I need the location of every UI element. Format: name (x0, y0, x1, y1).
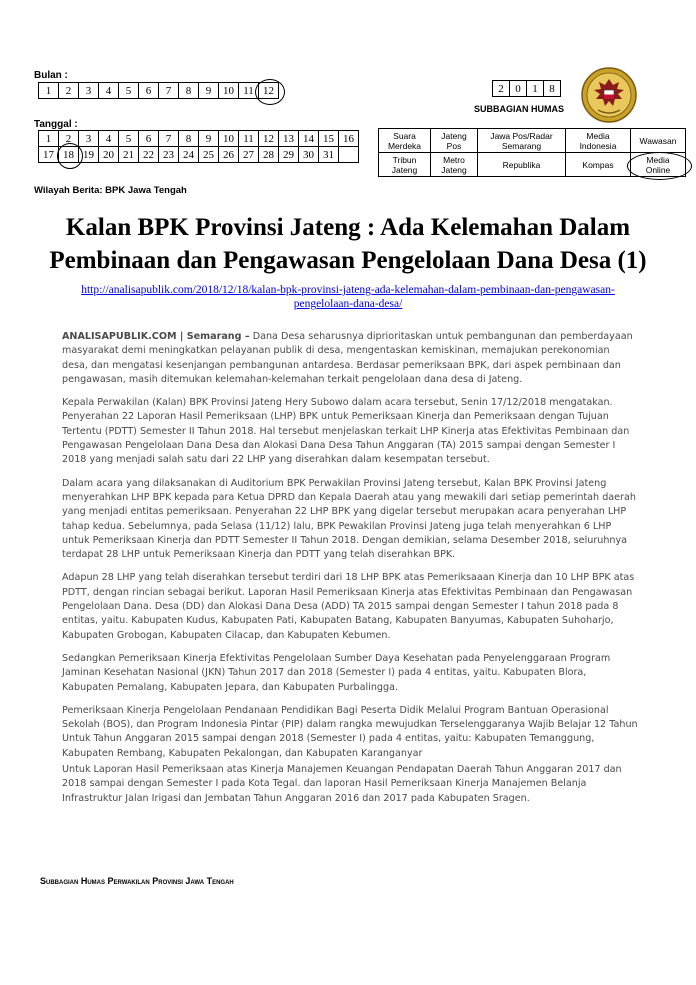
source-link[interactable] (30, 283, 666, 311)
unit-label: SUBBAGIAN HUMAS (474, 104, 564, 114)
media-cell: Tribun Jateng (379, 153, 431, 177)
day-cell: 22 (139, 147, 159, 163)
day-cell: 12 (259, 131, 279, 147)
day-grid (38, 130, 359, 163)
month-cell: 1 (39, 83, 59, 99)
article-title (20, 211, 676, 277)
year-grid (492, 80, 561, 97)
day-cell: 15 (319, 131, 339, 147)
day-cell: 7 (159, 131, 179, 147)
url-line-1[interactable]: http://analisapublik.com/2018/12/18/kalan-bpk-provinsi-jateng-ada-kelemahan-dalam-pembinaan-dan-pengawasan- (81, 284, 615, 296)
day-cell: 13 (279, 131, 299, 147)
media-cell: Jawa Pos/Radar Semarang (478, 129, 566, 153)
day-cell: 6 (139, 131, 159, 147)
media-cell: Jateng Pos (431, 129, 478, 153)
day-cell: 8 (179, 131, 199, 147)
media-cell: Metro Jateng (431, 153, 478, 177)
paragraph-6: Pemeriksaan Kinerja Pengelolaan Pendanaan Pendidikan Bagi Peserta Didik Melalui Program Bantuan Operasional Sekolah (BOS), dan Program Indonesia Pintar (PIP) dalam rangka mewujudkan Terselenggaranya Wajib Belajar 12 Tahun Untuk Tahun Anggaran 2015 sampai dengan 2018 (Semester I) pada 4 entitas, yaitu: Kabupaten Temanggung, Kabupaten Rembang, Kabupaten Pekalongan, dan Kabupaten Karanganyar (62, 704, 638, 759)
day-cell: 28 (259, 147, 279, 163)
day-cell: 29 (279, 147, 299, 163)
year-digit-cell: 8 (544, 81, 561, 97)
tanggal-label: Tanggal : (34, 119, 78, 130)
day-cell: 19 (79, 147, 99, 163)
paragraph-4: Adapun 28 LHP yang telah diserahkan tersebut terdiri dari 18 LHP BPK atas Pemeriksaaan Kinerja dan 10 LHP BPK atas PDTT, dengan rincian sebagai berikut. Laporan Hasil Pemeriksaan Kinerja atas Efektivitas Pembinaan dan Pengawasan Pengelolaan Dana. Desa (DD) dan Alokasi Dana Desa (ADD) TA 2015 sampai dengan Semester I tahun 2018 pada 8 entitas, yaitu. Kabupaten Kudus, Kabupaten Pati, Kabupaten Batang, Kabupaten Banyumas, Kabupaten Suhoharjo, Kabupaten Grobogan, Kabupaten Cilacap, dan Kabupaten Kebumen. (62, 572, 635, 641)
day-cell: 14 (299, 131, 319, 147)
day-cell (339, 147, 359, 163)
day-cell: 10 (219, 131, 239, 147)
day-cell: 11 (239, 131, 259, 147)
day-cell: 31 (319, 147, 339, 163)
day-cell: 24 (179, 147, 199, 163)
day-cell: 27 (239, 147, 259, 163)
day-cell: 21 (119, 147, 139, 163)
media-cell: Media Indonesia (566, 129, 631, 153)
media-cell: Suara Merdeka (379, 129, 431, 153)
year-digit-cell: 0 (510, 81, 527, 97)
day-cell: 26 (219, 147, 239, 163)
url-line-2[interactable]: pengelolaan-dana-desa/ (293, 298, 403, 310)
media-grid (378, 128, 686, 177)
month-cell: 3 (79, 83, 99, 99)
month-cell: 11 (239, 83, 259, 99)
day-cell: 20 (99, 147, 119, 163)
day-cell: 1 (39, 131, 59, 147)
title-line-2: Pembinaan dan Pengawasan Pengelolaan Dana Desa (1) (49, 247, 647, 274)
media-cell: Wawasan (631, 129, 686, 153)
day-cell: 16 (339, 131, 359, 147)
year-digit-cell: 2 (493, 81, 510, 97)
wilayah-label: Wilayah Berita: BPK Jawa Tengah (34, 185, 187, 196)
day-cell: 18 (59, 147, 79, 163)
source-lead: ANALISAPUBLIK.COM | Semarang – (62, 331, 250, 342)
month-cell: 9 (199, 83, 219, 99)
day-cell: 23 (159, 147, 179, 163)
day-cell: 5 (119, 131, 139, 147)
month-cell: 10 (219, 83, 239, 99)
media-cell: Republika (478, 153, 566, 177)
day-cell: 2 (59, 131, 79, 147)
title-line-1: Kalan BPK Provinsi Jateng : Ada Kelemahan Dalam (65, 214, 631, 241)
paragraph-3: Dalam acara yang dilaksanakan di Auditorium BPK Perwakilan Provinsi Jateng tersebut, Kalan BPK Provinsi Jateng menyerahkan LHP BPK kepada para Ketua DPRD dan Kepala Daerah atau yang mewakili dari setiap pemerintah daerah yang menjadi entitas pemeriksaan. Penyerahan 22 LHP BPK yang digelar tersebut merupakan acara penyerahan LHP tahap kedua. Sebelumnya, pada Selasa (11/12) lalu, BPK Pewakilan Provinsi Jateng juga telah menyerahkan 6 LHP untuk Pemeriksaan Kinerja dan PDTT Semester II Tahun 2018. Dengan demikian, selama Desember 2018, seluruhnya terdapat 28 LHP untuk Pemeriksaan Kinerja dan PDTT yang telah diserahkan BPK. (62, 477, 636, 561)
media-cell: Kompas (566, 153, 631, 177)
paragraph-7: Untuk Laporan Hasil Pemeriksaan atas Kinerja Manajemen Keuangan Pendapatan Daerah Tahun Anggaran 2017 dan 2018 sampai dengan Semester I pada Kota Tegal. dan laporan Hasil Pemeriksaan Kinerja Manajemen Belanja Infrastruktur Jalan Irigasi dan Jembatan Tahun Anggaran 2016 dan 2017 pada Kabupaten Sragen. (62, 764, 622, 804)
day-cell: 4 (99, 131, 119, 147)
paragraph-1: ANALISAPUBLIK.COM | Semarang – Dana Desa seharusnya diprioritaskan untuk pembangunan dan pemberdayaan masyarakat demi meningkatkan pelayanan publik di desa, mengentaskan kemiskinan, memajukan perekonomian desa, dan mengatasi kesenjangan pembangunan antardesa. Berdasar pemeriksaan BPK, dari aspek pembinaan dan pengawasan, masih ditemukan kelemahan-kelemahan terkait pengelolaan dana desa di Jateng. (62, 331, 633, 385)
month-cell: 2 (59, 83, 79, 99)
footer-unit: Subbagian Humas Perwakilan Provinsi Jawa Tengah (40, 876, 234, 886)
bpk-emblem-icon (580, 66, 638, 124)
day-cell: 30 (299, 147, 319, 163)
paragraph-5: Sedangkan Pemeriksaan Kinerja Efektivitas Pengelolaan Sumber Daya Kesehatan pada Penyelenggaraan Program Jaminan Kesehatan Nasional (JKN) Tahun 2017 dan 2018 (Semester I) pada 4 entitas, yaitu. Kabupaten Blora, Kabupaten Pemalang, Kabupaten Jepara, dan Kabupaten Purbalingga. (62, 652, 611, 693)
month-grid (38, 82, 279, 99)
month-cell: 4 (99, 83, 119, 99)
month-cell: 6 (139, 83, 159, 99)
day-cell: 9 (199, 131, 219, 147)
year-digit-cell: 1 (527, 81, 544, 97)
article-body (62, 330, 638, 806)
month-cell: 12 (259, 83, 279, 99)
bulan-label: Bulan : (34, 70, 68, 81)
day-cell: 25 (199, 147, 219, 163)
day-cell: 3 (79, 131, 99, 147)
paragraph-2: Kepala Perwakilan (Kalan) BPK Provinsi Jateng Hery Subowo dalam acara tersebut, Senin 17/12/2018 mengatakan. Penyerahan 22 Laporan Hasil Pemeriksaan (LHP) BPK untuk Pemeriksaan Kinerja dan Pemeriksaan dengan Tujuan Tertentu (PDTT) Semester II Tahun 2018. Hal tersebut menjelaskan terkait LHP Kinerja atas Efektivitas Pembinaan dan Pengawasan Pengelolaan Dana Desa dan Alokasi Dana Desa Tahun Anggaran (TA) 2015 sampai dengan Semester I 2018 yang menjadi salah satu dari 22 LHP yang diserahkan dalam kesempatan tersebut. (62, 397, 630, 466)
month-cell: 7 (159, 83, 179, 99)
month-cell: 8 (179, 83, 199, 99)
media-cell: Media Online (631, 153, 686, 177)
day-cell: 17 (39, 147, 59, 163)
month-cell: 5 (119, 83, 139, 99)
